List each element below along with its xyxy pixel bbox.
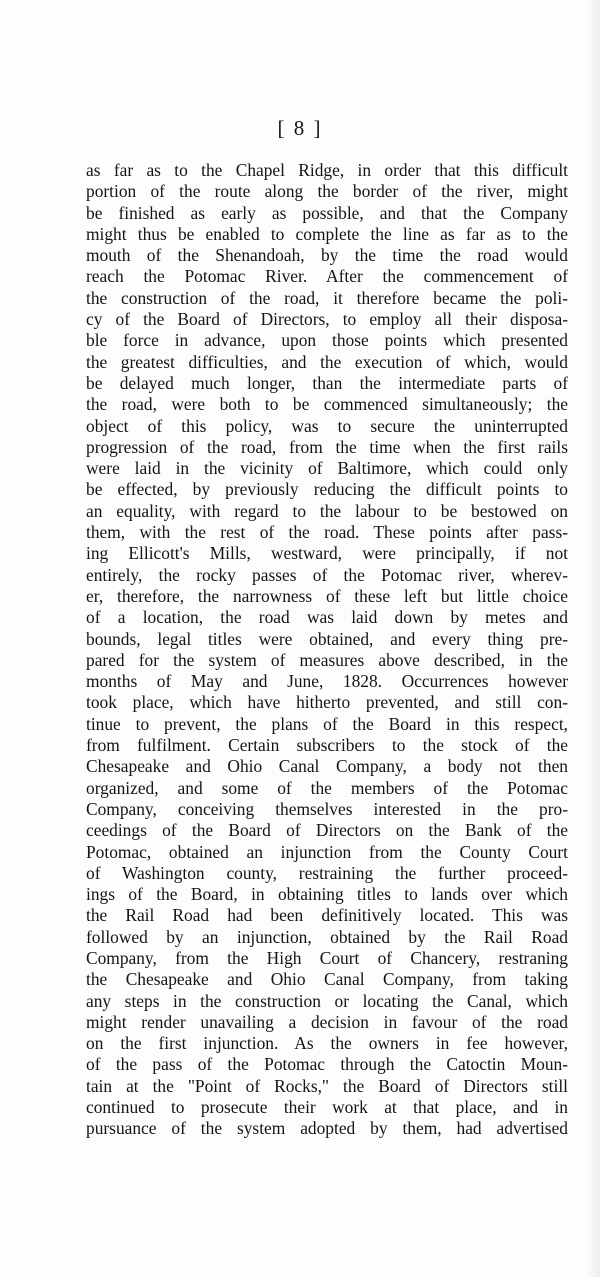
text-line: organized, and some of the members of the Potomac: [86, 777, 568, 798]
text-line: the greatest difficulties, and the execution of which, would: [86, 351, 568, 372]
text-line: the Chesapeake and Ohio Canal Company, from taking: [86, 969, 568, 990]
text-line: continued to prosecute their work at that place, and in: [86, 1097, 568, 1118]
text-line: the Rail Road had been definitively located. This was: [86, 905, 568, 926]
text-line: tain at the "Point of Rocks," the Board of Directors still: [86, 1075, 568, 1096]
text-line: from fulfilment. Certain subscribers to the stock of the: [86, 735, 568, 756]
text-line: be effected, by previously reducing the difficult points to: [86, 479, 568, 500]
text-line: Potomac, obtained an injunction from the County Court: [86, 841, 568, 862]
text-line: the road, were both to be commenced simultaneously; the: [86, 394, 568, 415]
text-line: pursuance of the system adopted by them, had advertised: [86, 1118, 568, 1139]
text-line: of Washington county, restraining the further proceed-: [86, 862, 568, 883]
text-line: portion of the route along the border of the river, might: [86, 181, 568, 202]
text-line: ing Ellicott's Mills, westward, were principally, if not: [86, 543, 568, 564]
text-line: of the pass of the Potomac through the Catoctin Moun-: [86, 1054, 568, 1075]
text-line: an equality, with regard to the labour to be bestowed on: [86, 500, 568, 521]
text-line: Chesapeake and Ohio Canal Company, a body not then: [86, 756, 568, 777]
text-line: progression of the road, from the time when the first rails: [86, 436, 568, 457]
text-line: followed by an injunction, obtained by the Rail Road: [86, 926, 568, 947]
text-line: ceedings of the Board of Directors on the Bank of the: [86, 820, 568, 841]
text-line: were laid in the vicinity of Baltimore, which could only: [86, 458, 568, 479]
text-line: might render unavailing a decision in favour of the road: [86, 1011, 568, 1032]
text-line: bounds, legal titles were obtained, and every thing pre-: [86, 628, 568, 649]
text-line: cy of the Board of Directors, to employ all their disposa-: [86, 309, 568, 330]
text-line: be delayed much longer, than the intermediate parts of: [86, 372, 568, 393]
text-line: be finished as early as possible, and that the Company: [86, 202, 568, 223]
text-line: on the first injunction. As the owners in fee however,: [86, 1033, 568, 1054]
text-line: tinue to prevent, the plans of the Board in this respect,: [86, 713, 568, 734]
text-line: them, with the rest of the road. These points after pass-: [86, 522, 568, 543]
text-line: Company, from the High Court of Chancery, restraning: [86, 947, 568, 968]
text-line: pared for the system of measures above described, in the: [86, 649, 568, 670]
body-text: [86, 160, 568, 1140]
text-line: months of May and June, 1828. Occurrences however: [86, 671, 568, 692]
text-line: might thus be enabled to complete the line as far as to the: [86, 223, 568, 244]
text-line: ings of the Board, in obtaining titles to lands over which: [86, 884, 568, 905]
text-line: entirely, the rocky passes of the Potomac river, wherev-: [86, 564, 568, 585]
text-line: object of this policy, was to secure the uninterrupted: [86, 415, 568, 436]
text-line: any steps in the construction or locating the Canal, which: [86, 990, 568, 1011]
text-line: of a location, the road was laid down by metes and: [86, 607, 568, 628]
text-line: er, therefore, the narrowness of these left but little choice: [86, 585, 568, 606]
scan-shadow: [586, 0, 600, 1277]
text-line: the construction of the road, it therefore became the poli-: [86, 287, 568, 308]
text-line: mouth of the Shenandoah, by the time the road would: [86, 245, 568, 266]
text-line: as far as to the Chapel Ridge, in order that this difficult: [86, 160, 568, 180]
text-line: ble force in advance, upon those points which presented: [86, 330, 568, 351]
text-line: took place, which have hitherto prevented, and still con-: [86, 692, 568, 713]
text-line: reach the Potomac River. After the commencement of: [86, 266, 568, 287]
text-line: Company, conceiving themselves interested in the pro-: [86, 798, 568, 819]
page-number: [ 8 ]: [277, 116, 323, 140]
